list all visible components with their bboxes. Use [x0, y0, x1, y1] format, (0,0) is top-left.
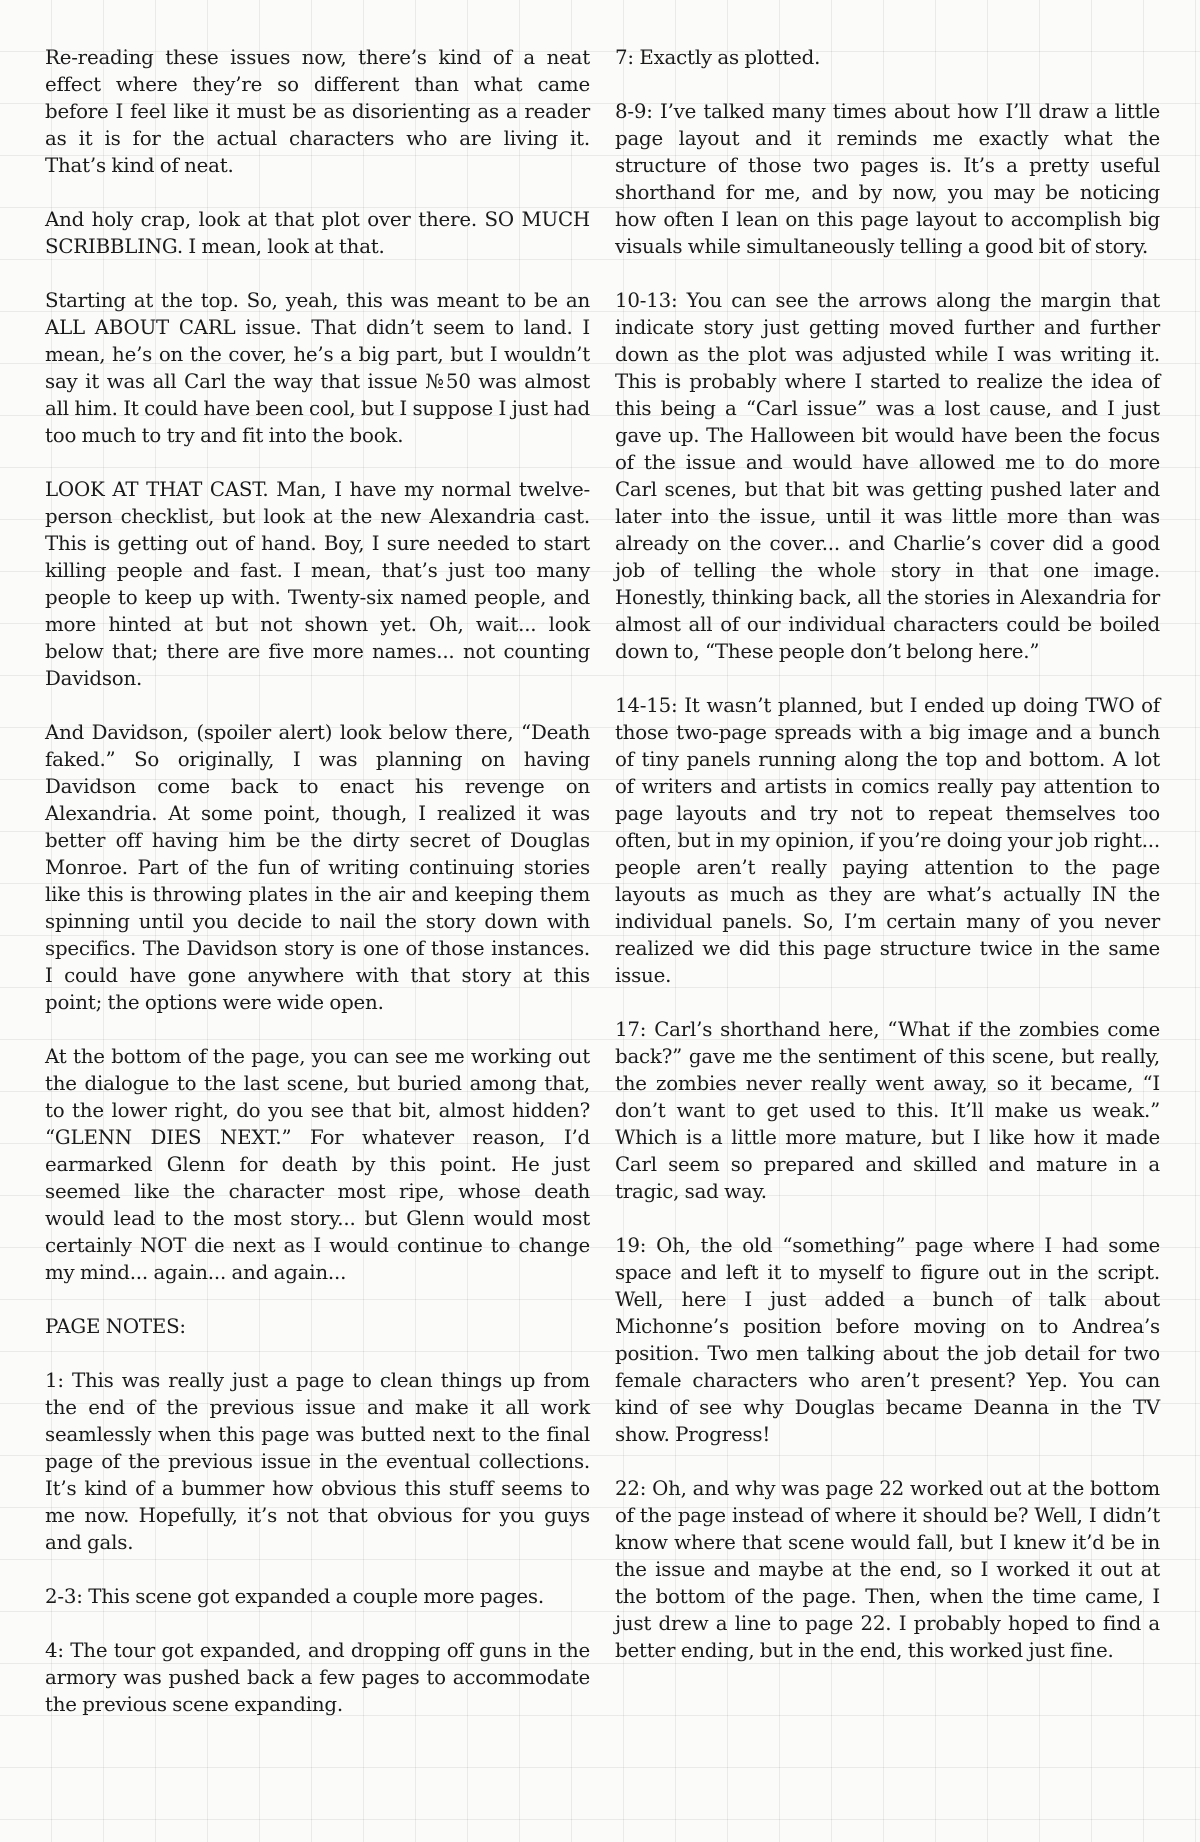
note-page-4: 4: The tour got expanded, and dropping off guns in the armory was pushed back a few pages to accommodate the previous scene expanding.: [45, 1639, 590, 1716]
paragraph-cast: LOOK AT THAT CAST. Man, I have my normal twelve-person checklist, but look at the new Alexandria cast. This is getting out of hand. Boy, I sure needed to start killing people and fast. I mean, that’s just too many people to keep up with. Twenty-six named people, and more hinted at but not shown yet. Oh, wait... look below that; there are five more names... not counting Davidson.: [45, 478, 590, 690]
paragraph-intro: Re-reading these issues now, there’s kind of a neat effect where they’re so different than what came before I feel like it must be as disorienting as a reader as it is for the actual characters who are living it. That’s kind of neat.: [45, 46, 590, 177]
note-page-17: 17: Carl’s shorthand here, “What if the zombies come back?” gave me the sentiment of this scene, but really, the zombies never really went away, so it became, “I don’t want to get used to this. It’ll make us weak.” Which is a little more mature, but I like how it made Carl seem so prepared and skilled and mature in a tragic, sad way.: [615, 1018, 1160, 1203]
note-pages-10-13: 10-13: You can see the arrows along the margin that indicate story just getting moved further and further down as the plot was adjusted while I was writing it. This is probably where I started to realize the idea of this being a “Carl issue” was a lost cause, and I just gave up. The Halloween bit would have been the focus of the issue and would have allowed me to do more Carl scenes, but that bit was getting pushed later and later into the issue, until it was little more than was already on the cover... and Charlie’s cover did a good job of telling the whole story in that one image. Honestly, thinking back, all the stories in Alexandria for almost all of our individual characters could be boiled down to, “These people don’t belong here.”: [615, 289, 1160, 663]
note-pages-2-3: 2-3: This scene got expanded a couple more pages.: [45, 1585, 544, 1608]
note-page-22: 22: Oh, and why was page 22 worked out at the bottom of the page instead of where it should be? Well, I didn’t know where that scene would fall, but I knew it’d be in the issue and maybe at the end, so I worked it out at the bottom of the page. Then, when the time came, I just drew a line to page 22. I probably hoped to find a better ending, but in the end, this worked just fine.: [615, 1477, 1160, 1662]
note-pages-14-15: 14-15: It wasn’t planned, but I ended up doing TWO of those two-page spreads with a big image and a bunch of tiny panels running along the top and bottom. A lot of writers and artists in comics really pay attention to page layouts and try not to repeat themselves too often, but in my opinion, if you’re doing your job right... people aren’t really paying attention to the page layouts as much as they are what’s actually IN the individual panels. So, I’m certain many of you never realized we did this page structure twice in the same issue.: [615, 694, 1160, 987]
note-page-7: 7: Exactly as plotted.: [615, 46, 821, 69]
right-column: [615, 44, 1160, 1691]
paragraph-carl-issue: Starting at the top. So, yeah, this was meant to be an ALL ABOUT CARL issue. That didn’t seem to land. I mean, he’s on the cover, he’s a big part, but I wouldn’t say it was all Carl the way that issue №50 was almost all him. It could have been cool, but I suppose I just had too much to try and fit into the book.: [45, 289, 590, 447]
note-pages-8-9: 8-9: I’ve talked many times about how I’ll draw a little page layout and it reminds me exactly what the structure of those two pages is. It’s a pretty useful shorthand for me, and by now, you may be noticing how often I lean on this page layout to accomplish big visuals while simultaneously telling a good bit of story.: [615, 100, 1160, 258]
note-page-1: 1: This was really just a page to clean things up from the end of the previous issue and make it all work seamlessly when this page was butted next to the final page of the previous issue in the eventual collections. It’s kind of a bummer how obvious this stuff seems to me now. Hopefully, it’s not that obvious for you guys and gals.: [45, 1369, 590, 1554]
paragraph-plot-scribbling: And holy crap, look at that plot over there. SO MUCH SCRIBBLING. I mean, look at that.: [45, 208, 590, 258]
paragraph-glenn: At the bottom of the page, you can see me working out the dialogue to the last scene, but buried among that, to the lower right, do you see that bit, almost hidden? “GLENN DIES NEXT.” For whatever reason, I’d earmarked Glenn for death by this point. He just seemed like the character most ripe, whose death would lead to the most story... but Glenn would most certainly NOT die next as I would continue to change my mind... again... and again...: [45, 1045, 590, 1284]
left-column: [45, 44, 590, 1745]
note-page-19: 19: Oh, the old “something” page where I had some space and left it to myself to figure out in the script. Well, here I just added a bunch of talk about Michonne’s position before moving on to Andrea’s position. Two men talking about the job detail for two female characters who aren’t present? Yep. You can kind of see why Douglas became Deanna in the TV show. Progress!: [615, 1234, 1160, 1446]
page-notes-heading: PAGE NOTES:: [45, 1315, 186, 1338]
paragraph-davidson: And Davidson, (spoiler alert) look below there, “Death faked.” So originally, I was planning on having Davidson come back to enact his revenge on Alexandria. At some point, though, I realized it was better off having him be the dirty secret of Douglas Monroe. Part of the fun of writing continuing stories like this is throwing plates in the air and keeping them spinning until you decide to nail the story down with specifics. The Davidson story is one of those instances. I could have gone anywhere with that story at this point; the options were wide open.: [45, 721, 590, 1014]
